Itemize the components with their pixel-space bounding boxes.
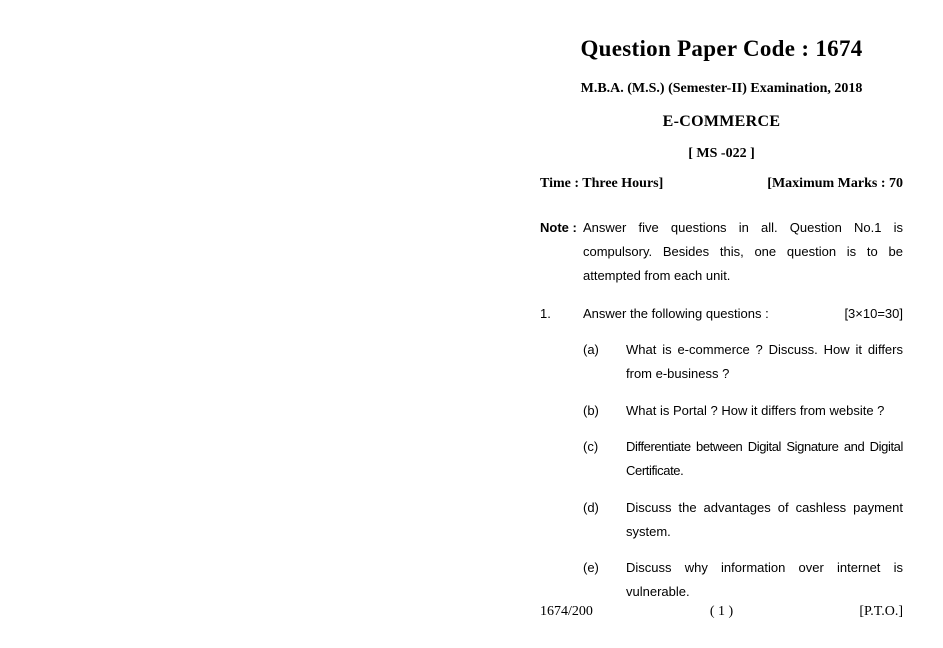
part-text: Discuss why information over internet is vulnerable. <box>626 560 903 599</box>
course-code: [ MS -022 ] <box>688 146 755 161</box>
subject-title: E-COMMERCE <box>662 113 781 130</box>
part-label: (e) <box>583 560 599 575</box>
footer-paper-code: 1674/200 <box>540 604 593 619</box>
footer-pto: [P.T.O.] <box>859 604 903 619</box>
note-text: Answer five questions in all. Question No.1 is compulsory. Besides this, one question is to be attempted from each unit. <box>583 220 903 283</box>
part-label: (d) <box>583 500 599 515</box>
part-label: (a) <box>583 342 599 357</box>
paper-title: Question Paper Code : 1674 <box>580 36 863 61</box>
part-text: What is Portal ? How it differs from website ? <box>626 403 885 418</box>
part-text: What is e-commerce ? Discuss. How it differs from e-business ? <box>626 342 903 381</box>
question-number: 1. <box>540 306 551 321</box>
part-label: (b) <box>583 403 599 418</box>
maximum-marks: [Maximum Marks : 70 <box>767 176 903 191</box>
question-text: Answer the following questions : <box>583 306 769 321</box>
part-label: (c) <box>583 439 599 454</box>
footer-page-number: ( 1 ) <box>709 604 734 619</box>
exam-name: M.B.A. (M.S.) (Semester-II) Examination, 2018 <box>580 81 863 96</box>
note-label: Note : <box>540 220 577 235</box>
question-marks: [3×10=30] <box>844 306 903 321</box>
part-text: Differentiate between Digital Signature and Digital Certificate. <box>626 439 903 478</box>
part-text: Discuss the advantages of cashless payment system. <box>626 500 903 539</box>
time-allowed: Time : Three Hours] <box>540 176 664 191</box>
